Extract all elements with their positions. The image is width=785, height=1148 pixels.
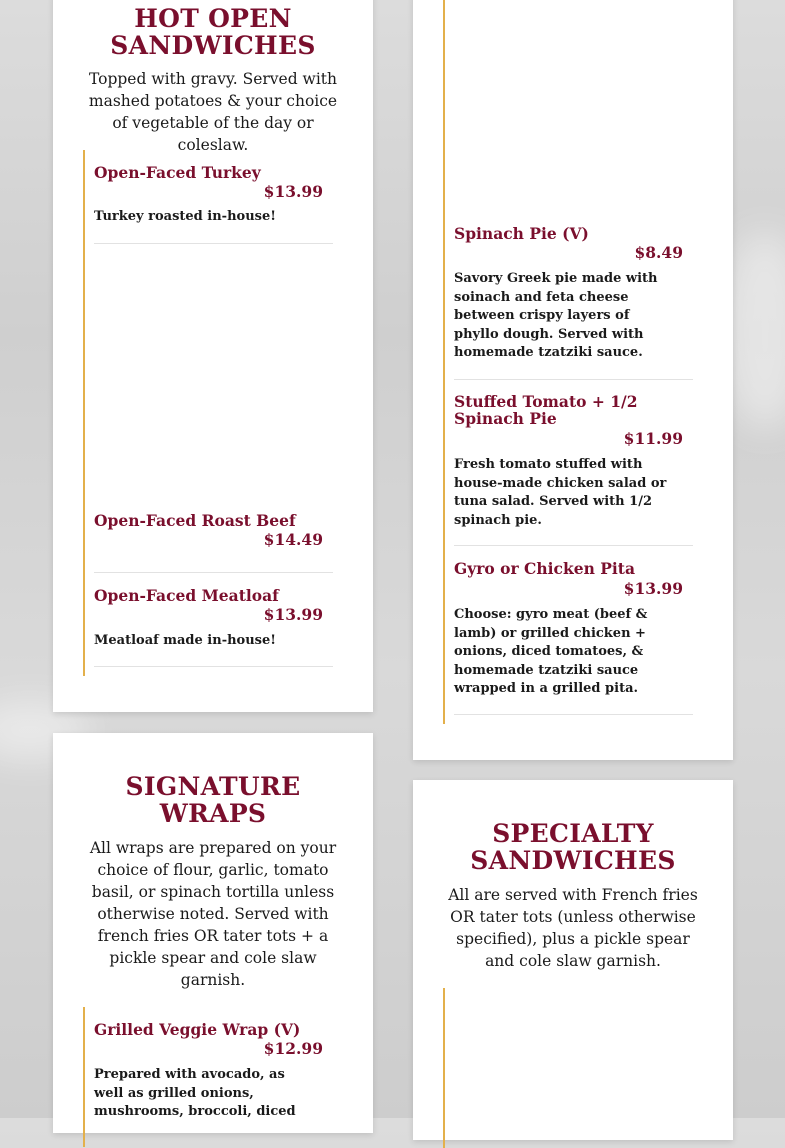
section-title: HOT OPEN SANDWICHES (110, 4, 316, 60)
section-accent-rule (83, 150, 85, 676)
item-description: Savory Greek pie made with soinach and feta cheese between crispy layers of phyllo dough. Served with homemade tzatziki sauce. (454, 271, 658, 360)
item-name: Open-Faced Meatloaf (94, 586, 279, 605)
item-divider (454, 379, 693, 380)
item-divider (454, 545, 693, 546)
item-price: $11.99 (623, 429, 683, 448)
section-description: All are served with French fries OR tater tots (unless otherwise specified), plus a pickle spear and cole slaw garnish. (448, 886, 698, 970)
item-name: Grilled Veggie Wrap (V) (94, 1020, 301, 1039)
item-divider (94, 243, 333, 244)
section-accent-rule (443, 0, 445, 724)
item-price: $13.99 (263, 182, 323, 201)
item-name: Open-Faced Roast Beef (94, 511, 296, 530)
section-description: Topped with gravy. Served with mashed potatoes & your choice of vegetable of the day or coleslaw. (88, 70, 338, 154)
item-name: Gyro or Chicken Pita (454, 559, 635, 578)
pies-pitas-card (413, 0, 733, 760)
section-accent-rule (443, 988, 445, 1148)
section-description: All wraps are prepared on your choice of flour, garlic, tomato basil, or spinach tortilla unless otherwise noted. Served with french fries OR tater tots + a pickle spear and cole slaw garnish. (89, 839, 337, 989)
section-accent-rule (83, 1007, 85, 1147)
item-name: Stuffed Tomato + 1/2 Spinach Pie (454, 392, 638, 428)
item-description: Choose: gyro meat (beef & lamb) or grilled chicken + onions, diced tomatoes, & homemade tzatziki sauce wrapped in a grilled pita. (454, 607, 648, 696)
hot-open-sandwiches-card (53, 0, 373, 712)
item-description: Turkey roasted in-house! (94, 209, 276, 224)
item-divider (94, 666, 333, 667)
item-price: $14.49 (263, 530, 323, 549)
item-name: Spinach Pie (V) (454, 224, 589, 243)
item-divider (94, 572, 333, 573)
item-price: $13.99 (623, 579, 683, 598)
item-price: $12.99 (263, 1039, 323, 1058)
item-name: Open-Faced Turkey (94, 163, 261, 182)
signature-wraps-card (53, 733, 373, 1133)
item-price: $13.99 (263, 605, 323, 624)
item-divider (454, 714, 693, 715)
item-description: Meatloaf made in-house! (94, 633, 276, 648)
item-price: $8.49 (634, 243, 683, 262)
item-description: Prepared with avocado, as well as grilled onions, mushrooms, broccoli, diced (94, 1067, 296, 1119)
section-title: SPECIALTY SANDWICHES (470, 819, 676, 875)
item-description: Fresh tomato stuffed with house-made chicken salad or tuna salad. Served with 1/2 spinach pie. (454, 457, 667, 528)
specialty-sandwiches-card (413, 780, 733, 1140)
section-title: SIGNATURE WRAPS (125, 772, 301, 828)
